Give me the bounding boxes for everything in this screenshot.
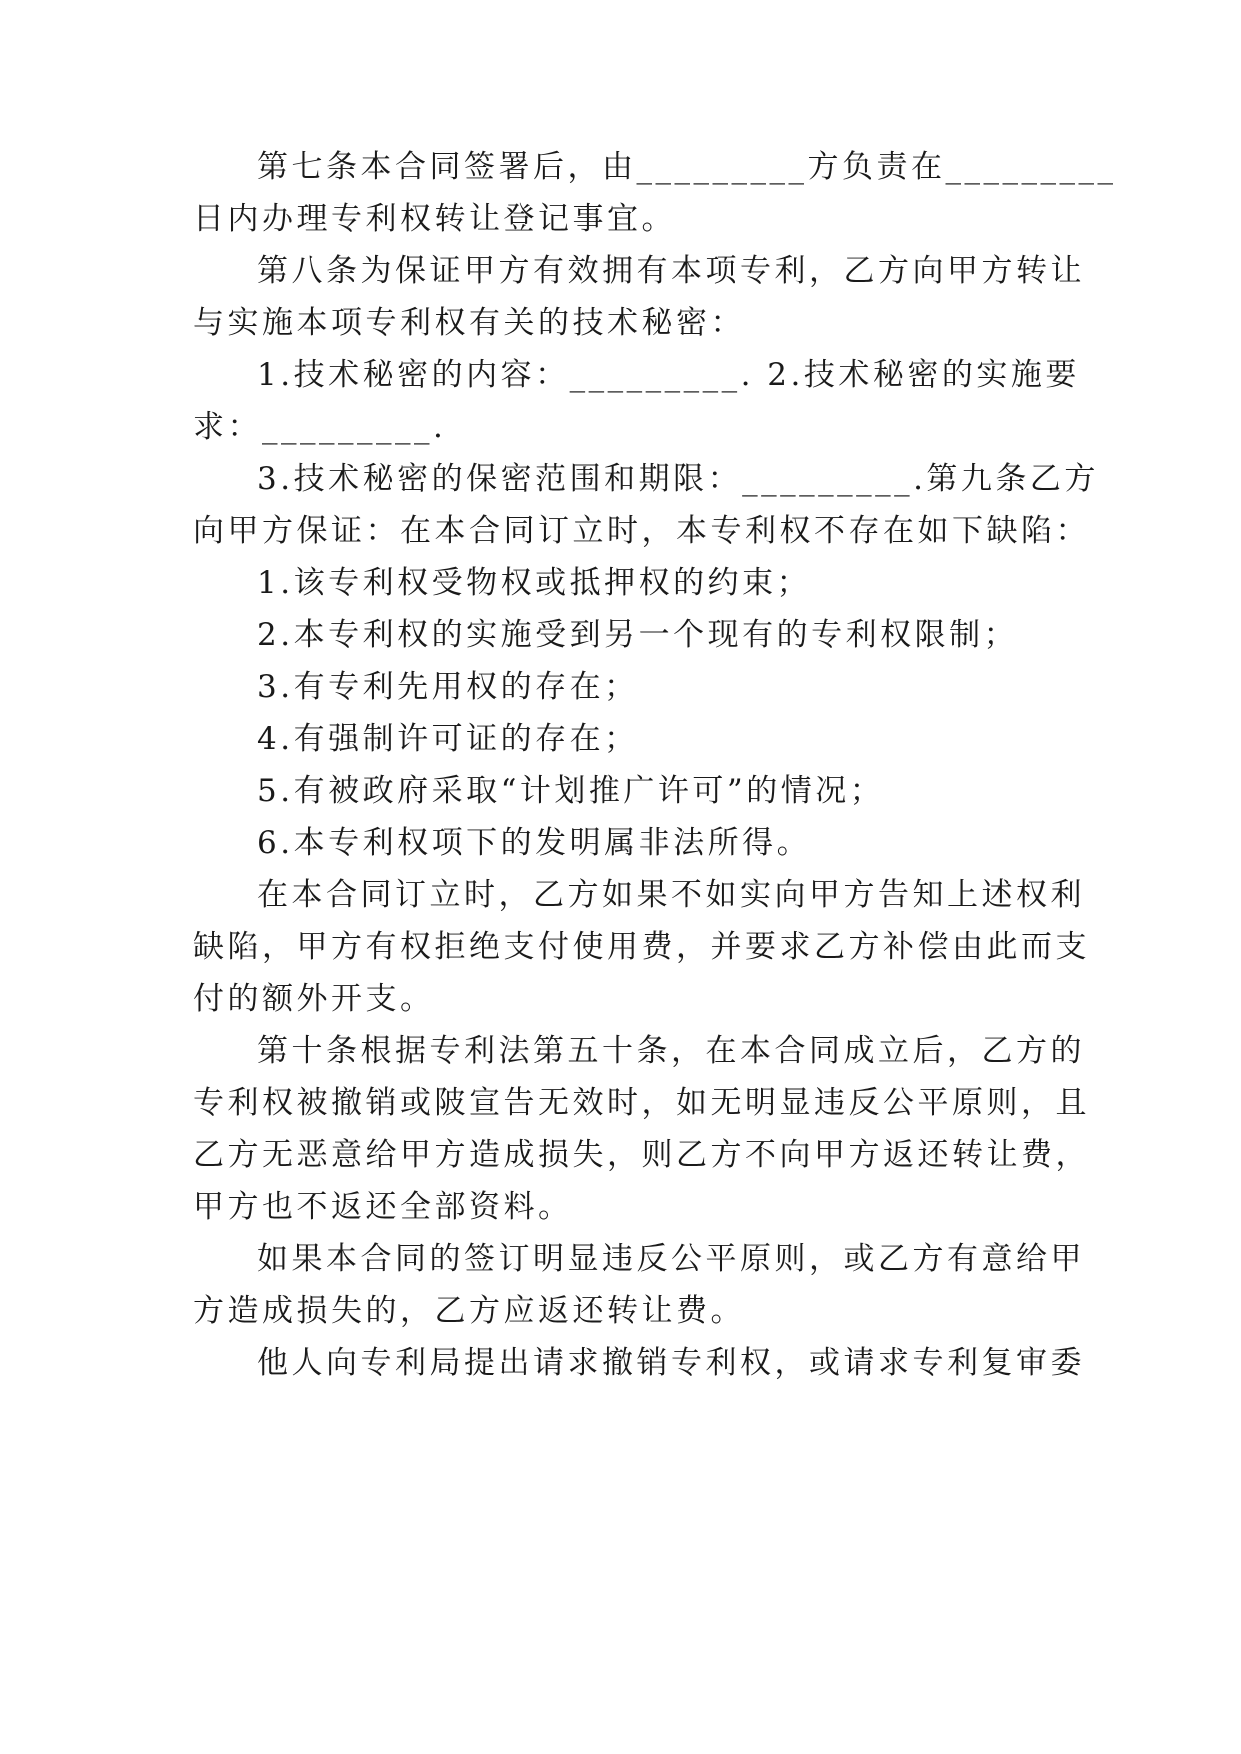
text-line: 付的额外开支。 xyxy=(193,981,435,1017)
text-line: 如果本合同的签订明显违反公平原则，或乙方有意给甲 xyxy=(257,1241,1085,1277)
text-line: 2.本专利权的实施受到另一个现有的专利权限制； xyxy=(257,617,1019,653)
text-line: 向甲方保证：在本合同订立时，本专利权不存在如下缺陷： xyxy=(193,513,1090,549)
text-line: 甲方也不返还全部资料。 xyxy=(193,1189,573,1225)
text-line: 第十条根据专利法第五十条，在本合同成立后，乙方的 xyxy=(257,1033,1085,1069)
text-line: 第八条为保证甲方有效拥有本项专利，乙方向甲方转让 xyxy=(257,253,1085,289)
text-line: 1.该专利权受物权或抵押权的约束； xyxy=(257,565,812,601)
text-line: 4.有强制许可证的存在； xyxy=(257,721,639,757)
text-line: 3.有专利先用权的存在； xyxy=(257,669,639,705)
text-line: 3.技术秘密的保密范围和期限：_________.第九条乙方 xyxy=(257,461,1099,497)
text-line: 方造成损失的，乙方应返还转让费。 xyxy=(193,1293,745,1329)
text-line: 求：_________. xyxy=(193,409,447,445)
text-line: 乙方无恶意给甲方造成损失，则乙方不向甲方返还转让费， xyxy=(193,1137,1090,1173)
text-line: 1.技术秘密的内容：_________. 2.技术秘密的实施要 xyxy=(257,357,1080,393)
text-line: 6.本专利权项下的发明属非法所得。 xyxy=(257,825,812,861)
text-line: 与实施本项专利权有关的技术秘密： xyxy=(193,305,745,341)
text-line: 专利权被撤销或陂宣告无效时，如无明显违反公平原则，且 xyxy=(193,1085,1090,1121)
text-line: 5.有被政府采取“计划推广许可”的情况； xyxy=(257,773,885,809)
text-line: 第七条本合同签署后，由_________方负责在_________ xyxy=(257,149,1117,185)
text-line: 缺陷，甲方有权拒绝支付使用费，并要求乙方补偿由此而支 xyxy=(193,929,1090,965)
text-line: 日内办理专利权转让登记事宜。 xyxy=(193,201,676,237)
text-line: 他人向专利局提出请求撤销专利权，或请求专利复审委 xyxy=(257,1345,1085,1381)
text-line: 在本合同订立时，乙方如果不如实向甲方告知上述权利 xyxy=(257,877,1085,913)
